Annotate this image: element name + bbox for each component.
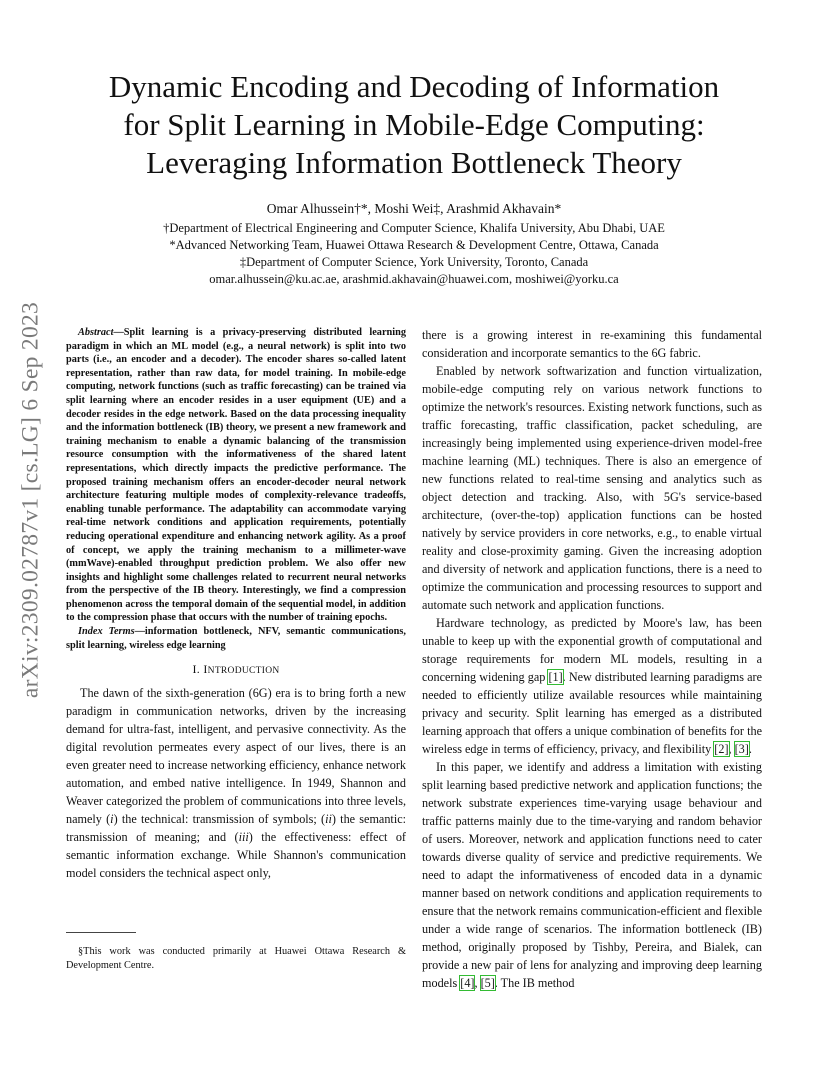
author-emails: omar.alhussein@ku.ac.ae, arashmid.akhavain@huawei.com, moshiwei@yorku.ca — [209, 272, 619, 286]
abstract — [66, 326, 406, 625]
paragraph-continuation: there is a growing interest in re-examining this fundamental consideration and incorporate semantics to the 6G fabric. — [422, 328, 762, 360]
citation-link[interactable]: [4] — [460, 976, 475, 990]
index-terms — [66, 625, 406, 652]
index-terms-label: Index Terms — [78, 626, 135, 638]
footnote: §This work was conducted primarily at Huawei Ottawa Research & Development Centre. — [66, 946, 406, 971]
citation-link[interactable]: [3] — [734, 742, 749, 756]
affiliation-line: ‡Department of Computer Science, York University, Toronto, Canada — [239, 255, 589, 269]
title-line: for Split Learning in Mobile-Edge Computing: — [123, 107, 705, 142]
affiliation-line: †Department of Electrical Engineering and Computer Science, Khalifa University, Abu Dhabi, UAE — [163, 221, 665, 235]
paragraph-mec: Enabled by network softwarization and function virtualization, mobile-edge computing rely on various network functions to optimize the network's resources. Existing network functions, such as traffic forecasting, traffic classification, packet scheduling, are increasingly being implemented using experience-driven model-free machine learning (ML) techniques. There is also an emergence of new functions related to real-time sensing and analytics such as object detection and tracking. Also, with 5G's service-based architecture, (over-the-top) application functions can be hosted natively by service providers in core networks, e.g., to enable virtual reality and close-proximity gaming. Given the increasing adoption and diversity of network and application functions, there is a need to optimize the communication and processing resources to support and automate such network and application functions. — [422, 364, 762, 612]
citation-link[interactable]: [1] — [548, 670, 563, 684]
affiliation-line: *Advanced Networking Team, Huawei Ottawa Research & Development Centre, Ottawa, Canada — [169, 238, 659, 252]
abstract-label: Abstract — [78, 327, 114, 338]
title-line: Dynamic Encoding and Decoding of Information — [108, 69, 720, 104]
footnote-divider — [66, 932, 136, 933]
left-column — [66, 326, 406, 882]
intro-paragraph: The dawn of the sixth-generation (6G) era is to bring forth a new paradigm in communication networks, driven by the increasing demand for ultra-fast, intelligent, and pervasive connectivity. As the digital revolution permeates every aspect of our lives, there is an even greater need to increase networking efficiency, enhance network automation, and embed native intelligence. In 1949, Shannon and Weaver categorized the problem of communications into three levels, namely (i) the technical: transmission of symbols; (ii) the semantic: transmission of meaning; and (iii) the effectiveness: effect of semantic information exchange. While Shannon's communication model considers the technical aspect only, — [66, 686, 406, 881]
citation-link[interactable]: [5] — [480, 976, 495, 990]
paragraph-contribution: In this paper, we identify and address a limitation with existing split learning based predictive network and application functions; the network substrate experiences time-varying usage behaviour and traffic patterns mainly due to the time-varying and random behavior of users. Moreover, network and application functions need to cater towards diverse quality of service and predictive requirements. We need to adapt the informativeness of encoded data in a dynamic manner based on network conditions and application requirements to ensure that the network remains communication-efficient and flexible under a wide range of scenarios. The information bottleneck (IB) method, originally proposed by Tishby, Pereira, and Bialek, can provide a new pair of lens for analyzing and improving deep learning models [4], [5]. The IB method — [422, 760, 762, 990]
section-heading-introduction: I. INTRODUCTION — [192, 662, 280, 677]
paper-title — [70, 68, 758, 182]
citation-link[interactable]: [2] — [714, 742, 729, 756]
arxiv-sidebar-stamp — [0, 290, 62, 710]
author-list: Omar Alhussein†*, Moshi Wei‡, Arashmid Akhavain* — [266, 201, 562, 216]
index-terms-text: —information bottleneck, NFV, semantic communications, split learning, wireless edge learning — [66, 626, 406, 651]
right-column — [422, 326, 762, 992]
arxiv-identifier: arXiv:2309.02787v1 [cs.LG] 6 Sep 2023 — [17, 301, 44, 699]
paragraph-hardware: Hardware technology, as predicted by Moore's law, has been unable to keep up with the exponential growth of computational and storage requirements for modern ML models, resulting in a concerning widening gap [1]. New distributed learning paradigms are needed to efficiently utilize available resources while maintaining privacy and security. Split learning has emerged as a distributed learning approach that offers a unique combination of benefits for the wireless edge in terms of efficiency, privacy, and flexibility [2], [3]. — [422, 616, 762, 756]
abstract-text: —Split learning is a privacy-preserving distributed learning paradigm in which an ML model (e.g., a neural network) is split into two parts (i.e., an encoder and a decoder). The encoder shares so-called latent representation, rather than raw data, for model training. In mobile-edge computing, network functions (such as traffic forecasting) can be trained via split learning where an encoder resides in a user equipment (UE) and a decoder resides in the edge network. Based on the data processing inequality and the information bottleneck (IB) theory, we present a new framework and training mechanism to enable a dynamic balancing of the transmission resource consumption with the informativeness of the shared latent representations, which directly impacts the predictive performance. The proposed training mechanism offers an encoder-decoder neural network architecture featuring multiple modes of complexity-relevance tradeoffs, enabling tunable performance. The adaptability can accommodate varying real-time network conditions and application requirements, potentially reducing operational expenditure and enhancing network agility. As a proof of concept, we apply the training mechanism to a millimeter-wave (mmWave)-enabled throughput prediction problem. We also offer new insights and highlight some challenges related to recurrent neural networks from the perspective of the IB theory. Interestingly, we find a compression phenomenon across the temporal domain of the sequential model, in addition to the compression phase that occurs with the number of training epochs. — [66, 327, 406, 624]
title-line: Leveraging Information Bottleneck Theory — [146, 145, 682, 180]
